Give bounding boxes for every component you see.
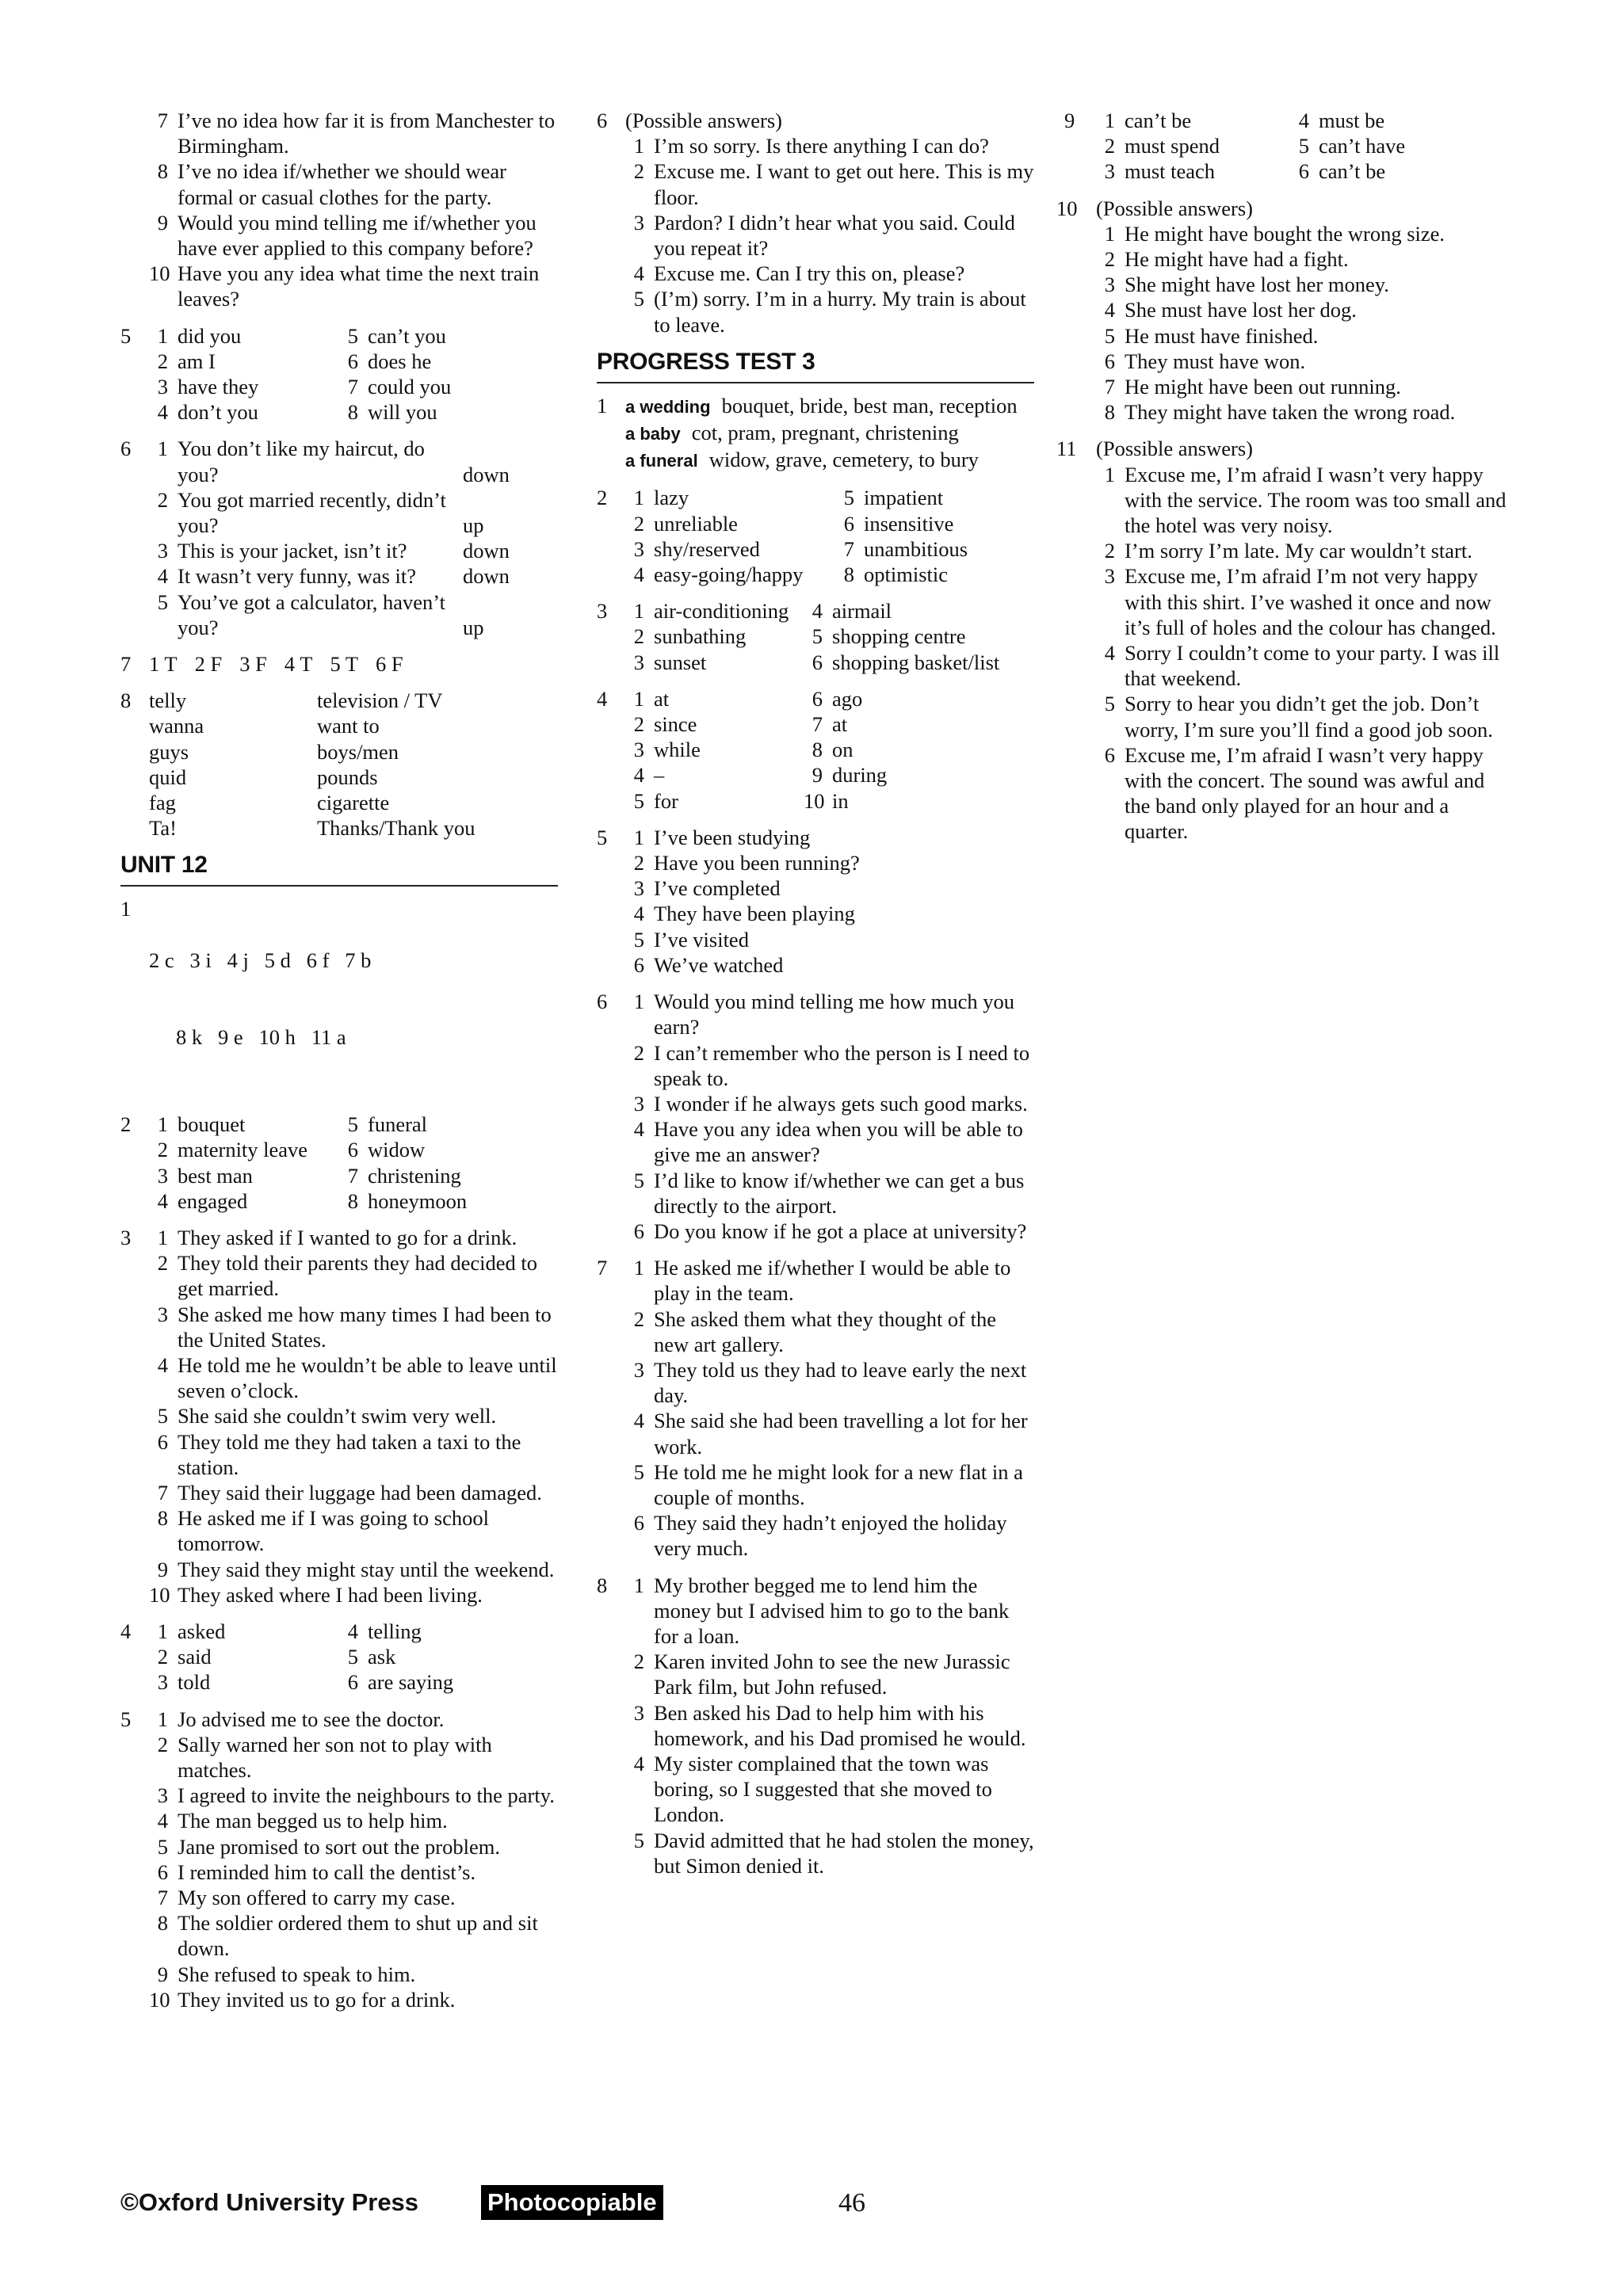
list-item: 3 I wonder if he always gets such good marks. [633,1091,1028,1116]
list-item: 1 They asked if I wanted to go for a drink. [157,1225,517,1249]
column-3 [1056,108,1508,856]
list-item: 10 Have you any idea what time the next train leaves? [149,261,540,311]
exercise-8: 8 telly television / TV wanna want to guys boys/men quid pounds fag cigarette Ta! Thanks/Thank you [120,688,558,841]
pt3-exercise-6: 6 1 Would you mind telling me how much you earn? 2 I can’t remember who the person is I need to speak to. 3 I wonder if he always gets such good marks. 4 Have you any idea when you will be able to give me an answer? 5 I’d like to know if/whether we can get a bus directly to the airport. 6 Do you know if he got a place at university? [597,989,1034,1244]
unit12-exercise-4: 4 1 asked 2 said 3 told 4 telling 5 ask 6 are saying [120,1619,558,1695]
answer-table: 1 can’t be 2 must spend 3 must teach 4 must be 5 can’t have 6 can’t be [1104,109,1406,184]
list-item: 1 I’ve been studying [633,825,811,849]
list-item: 1 Excuse me, I’m afraid I wasn’t very happy with the service. The room was too small and the hotel was very noisy. [1104,462,1507,538]
pt3-exercise-7: 7 1 He asked me if/whether I would be able to play in the team. 2 She asked them what they thought of the new art gallery. 3 They told us they had to leave early the next day. 4 She said she had been travelling a lot for her work. 5 He told me he might look for a new flat in a couple of months. 6 They said they hadn’t enjoyed the holiday very much. [597,1255,1034,1561]
list-item: 7 I’ve no idea how far it is from Manchester to Birmingham. [157,109,556,158]
list-item: 4 Have you any idea when you will be able to give me an answer? [633,1117,1023,1167]
exercise-5: 5 1 did you 2 am I 3 have they 4 don’t you 5 can’t you 6 does he 7 could you 8 will you [120,323,558,425]
list-item: 5 (I’m) sorry. I’m in a hurry. My train is about to leave. [633,287,1026,337]
pt3-exercise-1: 1 a wedding bouquet, bride, best man, reception a baby cot, pram, pregnant, christening a funeral widow, grave, cemetery, to bury [597,393,1034,475]
exercise-6: 6 1 You don’t like my haircut, do you? down 2 You got married recently, didn’t you? up 3 This is your jacket, isn’t it? down 4 It wasn’t very funny, was it? down 5 You’ve got a calculator, haven’t you? up [120,436,558,640]
answer-table: 1 air-conditioning 2 sunbathing 3 sunset 4 airmail 5 shopping centre 6 shopping basket/list [633,599,1000,674]
list-item: 1 Jo advised me to see the doctor. [157,1707,445,1731]
pt3-exercise-4: 4 1 at 2 since 3 while 4 – 5 for 6 ago 7 at 8 on 9 during 10 in [597,686,1034,814]
list-item: 2 I can’t remember who the person is I need to speak to. [633,1040,1030,1090]
exercise-7: 7 1 T 2 F 3 F 4 T 5 T 6 F [120,651,558,677]
list-item: 3 They told us they had to leave early the next day. [633,1357,1027,1408]
list-item: 4 She must have lost her dog. [1104,298,1357,322]
pt3-exercise-9: 9 1 can’t be 2 must spend 3 must teach 4 must be 5 can’t have 6 can’t be [1064,108,1508,185]
list-item: 2 I’m sorry I’m late. My car wouldn’t start. [1104,539,1472,563]
list-item: 1 My brother begged me to lend him the money but I advised him to go to the bank for a loan. [633,1573,1010,1648]
list-item: 5 She said she couldn’t swim very well. [157,1404,497,1428]
list-item: 3 I’ve completed [633,876,781,901]
list-item: 5 Sorry to hear you didn’t get the job. Don’t worry, I’m sure you’ll find a good job soon. [1104,692,1493,742]
list-item: 2 He might have had a fight. [1104,247,1349,272]
column-2 [597,108,1034,1890]
list-item: 1 He asked me if/whether I would be able to play in the team. [633,1256,1011,1306]
list-item: 3 Excuse me, I’m afraid I’m not very happy with this shirt. I’ve washed it once and now it’s full of holes and the colour has changed. [1104,564,1496,639]
list-item: 8 They might have taken the wrong road. [1104,400,1456,425]
list-item: 2 You got married recently, didn’t you? up [149,487,558,538]
unit12-exercise-1: 1 2 c 3 i 4 j 5 d 6 f 7 b 8 k 9 e 10 h 11 a [120,897,372,1049]
answer-table: 1 bouquet 2 maternity leave 3 best man 4 engaged 5 funeral 6 widow 7 christening 8 honeymoon [157,1112,468,1213]
item-list [149,108,558,312]
list-item: 5 David admitted that he had stolen the money, but Simon denied it. [633,1828,1034,1878]
list-item: 2 Sally warned her son not to play with matches. [157,1732,492,1782]
list-item: 2 They told their parents they had decided to get married. [157,1251,538,1301]
unit12-exercise-2: 2 1 bouquet 2 maternity leave 3 best man 4 engaged 5 funeral 6 widow 7 christening 8 honeymoon [120,1112,558,1214]
unit12-exercise-3: 3 1 They asked if I wanted to go for a drink. 2 They told their parents they had decided to get married. 3 She asked me how many times I had been to the United States. 4 He told me he wouldn’t be able to leave until seven o’clock. 5 She said she couldn’t swim very well. 6 They told me they had taken a taxi to the station. 7 They said their luggage had been damaged. 8 He asked me if I was going to school tomorrow. 9 They said they might stay until the weekend. 10 They asked where I had been living. [120,1225,557,1607]
list-item: 5 Jane promised to sort out the problem. [157,1834,500,1859]
list-item: 9 Would you mind telling me if/whether you have ever applied to this company before? [157,210,537,261]
list-item: 4 It wasn’t very funny, was it? down [149,563,558,589]
list-item: 3 She asked me how many times I had been to the United States. [157,1302,552,1352]
progress-test-3-heading: PROGRESS TEST 3 [597,349,1034,383]
list-item: 6 They told me they had taken a taxi to the station. [157,1429,521,1479]
answer-table: 1 lazy 2 unreliable 3 shy/reserved 4 easy-going/happy 5 impatient 6 insensitive 7 unambitious 8 optimistic [633,486,968,587]
list-item: 4 She said she had been travelling a lot for her work. [633,1409,1028,1459]
list-item: 2 She asked them what they thought of the new art gallery. [633,1306,997,1356]
intonation-tag: down [463,462,510,486]
list-item: 5 He told me he might look for a new flat in a couple of months. [633,1459,1023,1509]
list-item: 10 They invited us to go for a drink. [149,1987,456,2012]
list-item: a baby cot, pram, pregnant, christening [625,421,959,445]
page-number: 46 [838,2188,865,2218]
list-item: 4 They have been playing [633,902,855,926]
list-item: 3 I agreed to invite the neighbours to the party. [157,1783,555,1808]
list-item: 6 They must have won. [1104,349,1306,373]
list-item: 7 They said their luggage had been damaged. [157,1480,542,1505]
list-item: 8 He asked me if I was going to school tomorrow. [157,1506,489,1556]
list-item: 2 Have you been running? [633,851,860,875]
list-item: 3 Pardon? I didn’t hear what you said. Could you repeat it? [633,210,1015,261]
list-item: 6 Excuse me, I’m afraid I wasn’t very happy with the concert. The sound was awful and the band only played for an hour and a quarter. [1104,742,1485,844]
exercise-6-continued [120,108,558,312]
list-item: 3 She might have lost her money. [1104,273,1389,297]
intonation-tag: down [463,564,510,589]
exercise-6-possible-answers: 6 (Possible answers) 1 I’m so sorry. Is there anything I can do? 2 Excuse me. I want to get out here. This is my floor. 3 Pardon? I didn’t hear what you said. Could you repeat it? 4 Excuse me. Can I try this on, please? 5 (I’m) sorry. I’m in a hurry. My train is about to leave. [597,109,1034,337]
list-item: 3 This is your jacket, isn’t it? down [149,538,558,563]
list-item: 7 He might have been out running. [1104,375,1401,399]
list-item: 1 He might have bought the wrong size. [1104,221,1445,246]
list-item: 5 He must have finished. [1104,323,1319,348]
intonation-tag: up [463,513,484,538]
list-item: 2 Excuse me. I want to get out here. This is my floor. [633,159,1034,209]
answer-table: 1 asked 2 said 3 told 4 telling 5 ask 6 are saying [157,1619,454,1695]
photocopiable-badge: Photocopiable [481,2185,663,2220]
list-item: 5 I’d like to know if/whether we can get a bus directly to the airport. [633,1168,1025,1218]
unit-12-heading: UNIT 12 [120,852,558,887]
list-item: 1 I’m so sorry. Is there anything I can do? [633,134,989,158]
pt3-exercise-3: 3 1 air-conditioning 2 sunbathing 3 sunset 4 airmail 5 shopping centre 6 shopping basket/list [597,598,1034,675]
list-item: 4 The man begged us to help him. [157,1809,448,1833]
list-item: 6 We’ve watched [633,952,784,977]
pt3-exercise-10: 10 (Possible answers) 1 He might have bought the wrong size. 2 He might have had a fight. 3 She might have lost her money. 4 She must have lost her dog. 5 He must have finished. 6 They must have won. 7 He might have been out running. 8 They might have taken the wrong road. [1064,196,1508,425]
list-item: 2 Karen invited John to see the new Jurassic Park film, but John refused. [633,1650,1010,1699]
pt3-exercise-11: 11 (Possible answers) 1 Excuse me, I’m afraid I wasn’t very happy with the service. The room was too small and the hotel was very noisy. 2 I’m sorry I’m late. My car wouldn’t start. 3 Excuse me, I’m afraid I’m not very happy with this shirt. I’ve washed it once and now it’s full of holes and the colour has changed. 4 Sorry I couldn’t come to your party. I was ill that weekend. 5 Sorry to hear you didn’t get the job. Don’t worry, I’m sure you’ll find a good job soon. 6 Excuse me, I’m afraid I wasn’t very happy with the concert. The sound was awful and the band only played for an hour and a quarter. [1064,436,1508,844]
slang-table: telly television / TV wanna want to guys boys/men quid pounds fag cigarette Ta! Thanks/Thank you [149,688,475,841]
pt3-exercise-5: 5 1 I’ve been studying 2 Have you been running? 3 I’ve completed 4 They have been playing 5 I’ve visited 6 We’ve watched [597,825,1034,978]
list-item: 4 He told me he wouldn’t be able to leave until seven o’clock. [157,1352,557,1403]
list-item: 6 Do you know if he got a place at university? [633,1219,1027,1243]
pt3-exercise-2: 2 1 lazy 2 unreliable 3 shy/reserved 4 easy-going/happy 5 impatient 6 insensitive 7 unambitious 8 optimistic [597,485,1034,587]
list-item: 4 Excuse me. Can I try this on, please? [633,261,965,286]
list-item: 1 Would you mind telling me how much you earn? [633,990,1014,1039]
list-item: 7 My son offered to carry my case. [157,1886,456,1909]
list-item: 9 They said they might stay until the weekend. [157,1557,555,1581]
pt3-exercise-8: 8 1 My brother begged me to lend him the money but I advised him to go to the bank for a loan. 2 Karen invited John to see the new Jurassic Park film, but John refused. 3 Ben asked his Dad to help him with his homework, and his Dad promised he would. 4 My sister complained that the town was boring, so I suggested that she moved to London. 5 David admitted that he had stolen the money, but Simon denied it. [597,1573,1034,1878]
unit12-exercise-5: 5 1 Jo advised me to see the doctor. 2 Sally warned her son not to play with matches. 3 I agreed to invite the neighbours to the party. 4 The man begged us to help him. 5 Jane promised to sort out the problem. 6 I reminded him to call the dentist’s. 7 My son offered to carry my case. 8 The soldier ordered them to shut up and sit down. 9 She refused to speak to him. 10 They invited us to go for a drink. [120,1707,558,2012]
answer-table: 1 did you 2 am I 3 have they 4 don’t you 5 can’t you 6 does he 7 could you 8 will you [157,323,452,425]
intonation-tag: down [463,539,510,563]
list-item: 5 I’ve visited [633,927,749,952]
column-1 [120,108,558,2023]
list-item: 8 I’ve no idea if/whether we should wear formal or casual clothes for the party. [157,159,507,209]
list-item: 6 I reminded him to call the dentist’s. [157,1859,476,1884]
true-false-answers: 1 T 2 F 3 F 4 T 5 T 6 F [149,652,403,677]
list-item: 1 You don’t like my haircut, do you? down [149,436,558,486]
list-item: 4 Sorry I couldn’t come to your party. I was ill that weekend. [1104,641,1500,691]
answer-table: 1 at 2 since 3 while 4 – 5 for 6 ago 7 at 8 on 9 during 10 in [633,686,888,813]
publisher-credit: ©Oxford University Press [120,2188,419,2216]
list-item: a wedding bouquet, bride, best man, reception [625,393,1018,418]
list-item: 3 Ben asked his Dad to help him with his homework, and his Dad promised he would. [633,1700,1026,1750]
list-item: 9 She refused to speak to him. [157,1962,416,1986]
list-item: a funeral widow, grave, cemetery, to bury [625,448,979,472]
list-item: 6 They said they hadn’t enjoyed the holiday very much. [633,1511,1007,1561]
list-item: 4 My sister complained that the town was boring, so I suggested that she moved to London. [633,1751,992,1827]
list-item: 5 You’ve got a calculator, haven’t you? up [149,589,558,640]
intonation-tag: up [463,615,484,639]
list-item: 8 The soldier ordered them to shut up and sit down. [157,1911,538,1961]
list-item: 10 They asked where I had been living. [149,1582,483,1607]
